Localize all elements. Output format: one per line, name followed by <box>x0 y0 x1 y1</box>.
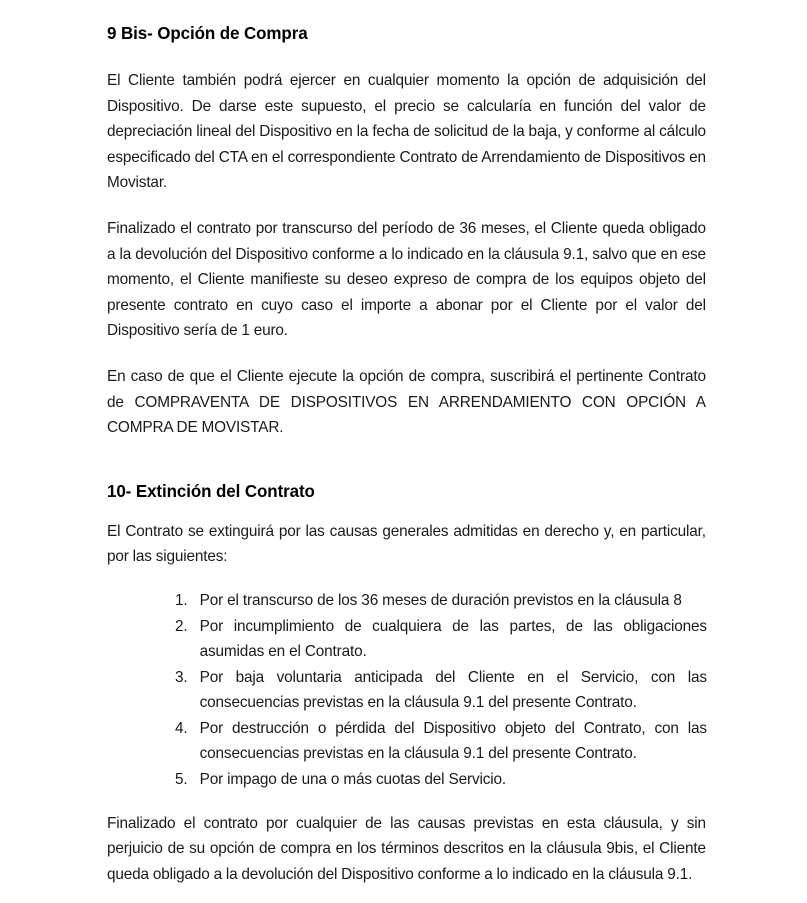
list-item: Por el transcurso de los 36 meses de duración previstos en la cláusula 8 <box>199 591 682 609</box>
list-item: Por destrucción o pérdida del Dispositivo objeto del Contrato, con las consecuencias previstas en la cláusula 9.1 del presente Contrato. <box>199 719 707 763</box>
paragraph-9bis-1: El Cliente también podrá ejercer en cualquier momento la opción de adquisición del Dispositivo. De darse este supuesto, el precio se calcularía en función del valor de depreciación lineal del Dispositivo en la fecha de solicitud de la baja, y conforme al cálculo especificado del CTA en el correspondiente Contrato de Arrendamiento de Dispositivos en Movistar. <box>107 72 706 192</box>
section-heading-10: 10- Extinción del Contrato <box>107 480 315 501</box>
section-heading-9bis: 9 Bis- Opción de Compra <box>107 23 308 43</box>
paragraph-10-closing: Finalizado el contrato por cualquier de las causas previstas en esta cláusula, y sin perjuicio de su opción de compra en los términos descritos en la cláusula 9bis, el Cliente queda obligado a la devolución del Dispositivo conforme a lo indicado en la cláusula 9.1. <box>107 814 706 883</box>
paragraph-9bis-2: Finalizado el contrato por transcurso del período de 36 meses, el Cliente queda obligado a la devolución del Dispositivo conforme a lo indicado en la cláusula 9.1, salvo que en ese momento, el Cliente manifieste su deseo expreso de compra de los equipos objeto del presente contrato en cuyo caso el importe a abonar por el Cliente por el valor del Dispositivo sería de 1 euro. <box>107 219 706 340</box>
paragraph-10-intro: El Contrato se extinguirá por las causas generales admitidas en derecho y, en particular, por las siguientes: <box>107 522 706 566</box>
list-item: Por incumplimiento de cualquiera de las partes, de las obligaciones asumidas en el Contrato. <box>199 617 707 661</box>
list-item: Por baja voluntaria anticipada del Cliente en el Servicio, con las consecuencias previstas en la cláusula 9.1 del presente Contrato. <box>199 668 707 712</box>
extinction-causes-list <box>107 588 715 793</box>
document-text-column <box>107 0 715 903</box>
paragraph-9bis-3: En caso de que el Cliente ejecute la opción de compra, suscribirá el pertinente Contrato de COMPRAVENTA DE DISPOSITIVOS EN ARRENDAMIENTO CON OPCIÓN A COMPRA DE MOVISTAR. <box>107 367 706 437</box>
list-item: Por impago de una o más cuotas del Servicio. <box>199 771 507 789</box>
